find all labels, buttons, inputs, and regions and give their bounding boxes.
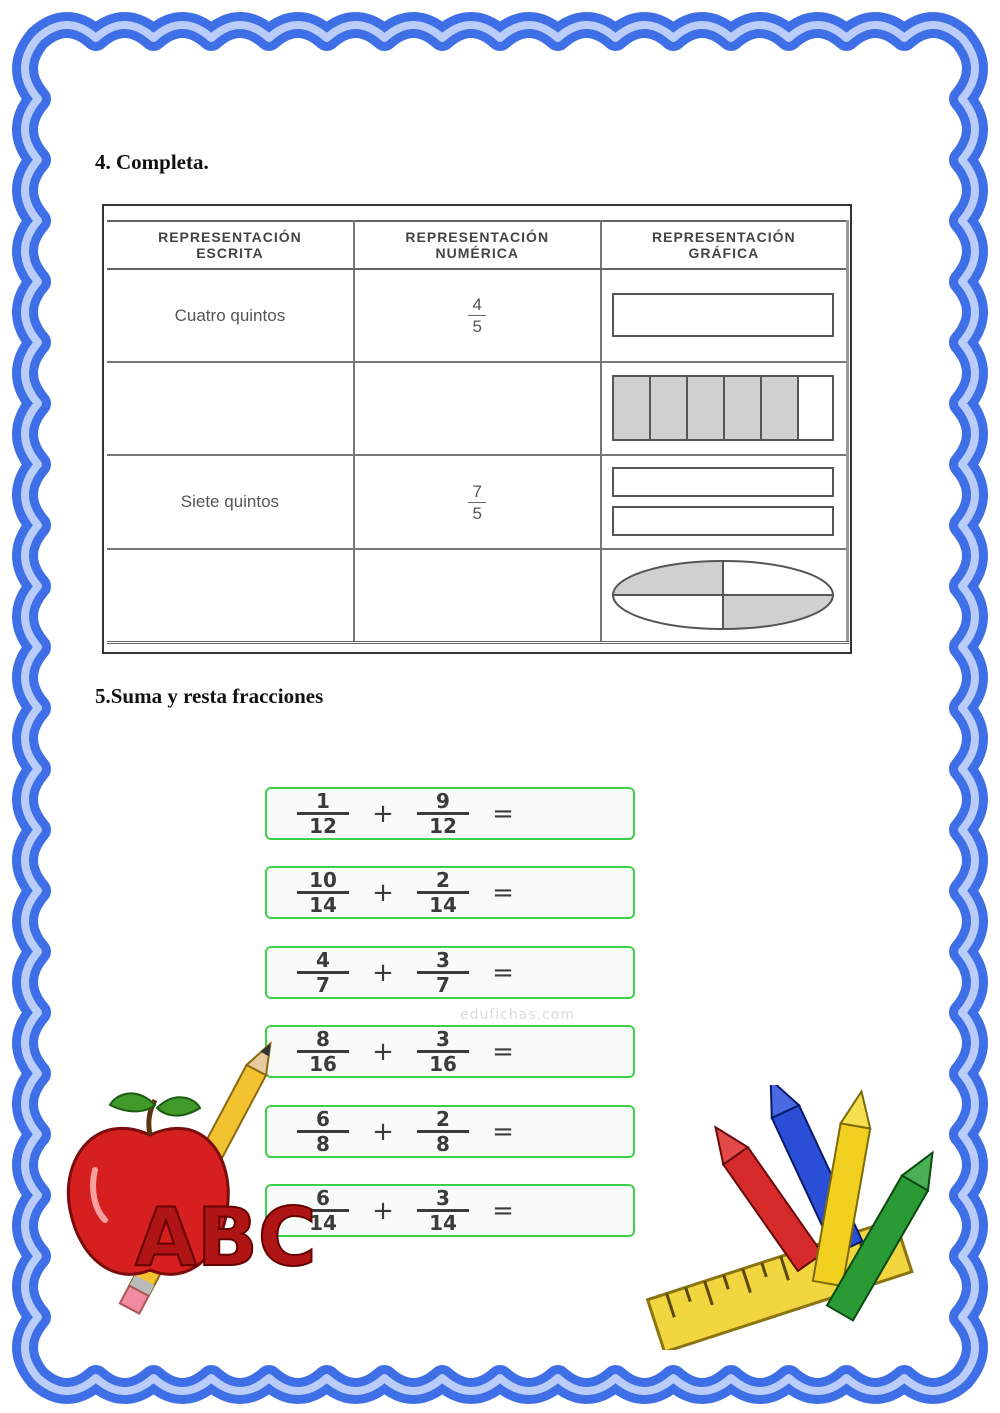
apple-pencil-abc-icon [55,1040,345,1350]
fraction: $\frac{7}{5}$ [468,482,486,523]
section-5-title: 5.Suma y resta fracciones [95,684,324,708]
fraction-a: 6 8 [293,1109,353,1154]
numeric-cell[interactable] [354,455,601,548]
table-header-row [107,221,848,269]
equals-sign: = [492,1036,514,1067]
graphic-cell [601,549,848,643]
operation-row[interactable] [265,787,635,840]
plus-sign: + [372,877,394,908]
shaded-part [613,376,798,440]
numeric-cell[interactable] [354,549,601,643]
fraction-b: 2 14 [413,870,473,915]
fraction-b: 9 12 [413,791,473,836]
fraction-a: 8 16 [293,1029,353,1074]
fraction-a: 6 14 [293,1188,353,1233]
table-row [107,549,848,643]
divided-rectangle-graphic [611,374,837,444]
table-row [107,362,848,455]
section-4-title: 4. Completa. [95,150,209,174]
written-cell[interactable]: Siete quintos [107,455,354,548]
fraction-a: 10 14 [293,870,353,915]
written-cell[interactable] [107,549,354,643]
graphic-cell [601,455,848,548]
fraction-a: 1 12 [293,791,353,836]
equals-sign: = [492,877,514,908]
graphic-cell [601,269,848,362]
operation-row[interactable] [265,866,635,919]
plus-sign: + [372,957,394,988]
numeric-cell[interactable] [354,362,601,455]
header-graphic: REPRESENTACIÓN GRÁFICA [601,221,848,269]
header-written: REPRESENTACIÓN ESCRITA [107,221,354,269]
plus-sign: + [372,1195,394,1226]
ellipse-graphic [611,559,837,631]
plus-sign: + [372,1116,394,1147]
equals-sign: = [492,1195,514,1226]
fraction: $\frac{4}{5}$ [468,295,486,336]
two-rectangles-graphic [611,466,837,538]
fraction-b: 3 7 [413,950,473,995]
table-row [107,269,848,362]
equals-sign: = [492,1116,514,1147]
abc-letters: ABC [135,1191,317,1284]
equals-sign: = [492,798,514,829]
table-row [107,455,848,548]
fraction-b: 3 16 [413,1029,473,1074]
representation-table-box [102,204,852,654]
fraction-a: 4 7 [293,950,353,995]
graphic-cell [601,362,848,455]
numeric-cell[interactable] [354,269,601,362]
plus-sign: + [372,1036,394,1067]
fraction-b: 3 14 [413,1188,473,1233]
header-numeric: REPRESENTACIÓN NUMÉRICA [354,221,601,269]
equals-sign: = [492,957,514,988]
fraction-b: 2 8 [413,1109,473,1154]
written-cell[interactable]: Cuatro quintos [107,269,354,362]
empty-rectangle-graphic [611,292,837,340]
written-cell[interactable] [107,362,354,455]
watermark: edufichas.com [460,1007,575,1023]
crayons-ruler-icon [640,1085,940,1350]
operation-row[interactable] [265,946,635,999]
representation-table [107,220,849,644]
plus-sign: + [372,798,394,829]
